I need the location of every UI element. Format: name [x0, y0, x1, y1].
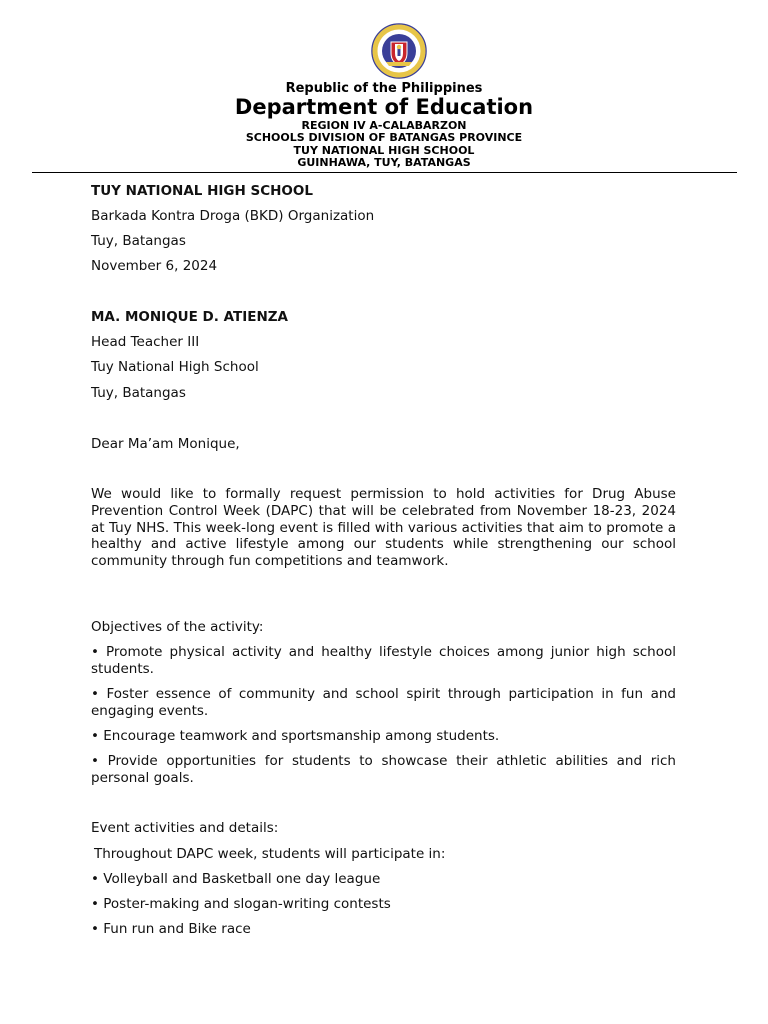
- objective-item: • Encourage teamwork and sportsmanship among students.: [91, 728, 500, 744]
- school-line: TUY NATIONAL HIGH SCHOOL: [293, 144, 475, 157]
- recipient-school: Tuy National High School: [91, 359, 259, 375]
- objectives-heading: Objectives of the activity:: [91, 619, 264, 635]
- recipient-name: MA. MONIQUE D. ATIENZA: [91, 309, 288, 325]
- sender-organization: Barkada Kontra Droga (BKD) Organization: [91, 208, 375, 224]
- sender-school: TUY NATIONAL HIGH SCHOOL: [91, 183, 313, 199]
- salutation: Dear Ma’am Monique,: [91, 436, 240, 452]
- event-item: • Fun run and Bike race: [91, 921, 251, 937]
- department-title: Department of Education: [234, 95, 534, 119]
- sender-location: Tuy, Batangas: [91, 233, 186, 249]
- region-line: REGION IV A-CALABARZON: [301, 119, 467, 132]
- deped-seal-logo: [360, 22, 438, 80]
- objective-item: • Provide opportunities for students to showcase their athletic abilities and rich personal goals.: [91, 753, 676, 786]
- objective-item: • Promote physical activity and healthy lifestyle choices among junior high school students.: [91, 644, 676, 677]
- events-heading: Event activities and details:: [91, 820, 279, 836]
- republic-line: Republic of the Philippines: [285, 81, 483, 96]
- event-item: • Volleyball and Basketball one day league: [91, 871, 381, 887]
- division-line: SCHOOLS DIVISION OF BATANGAS PROVINCE: [245, 131, 523, 144]
- header-divider: [32, 172, 737, 173]
- recipient-position: Head Teacher III: [91, 334, 200, 350]
- event-item: • Poster-making and slogan-writing contests: [91, 896, 391, 912]
- recipient-location: Tuy, Batangas: [91, 385, 186, 401]
- address-line: GUINHAWA, TUY, BATANGAS: [297, 156, 471, 169]
- letter-date: November 6, 2024: [91, 258, 218, 274]
- objective-item: • Foster essence of community and school spirit through participation in fun and engaging events.: [91, 686, 676, 719]
- events-intro: Throughout DAPC week, students will participate in:: [94, 846, 446, 862]
- body-paragraph: We would like to formally request permission to hold activities for Drug Abuse Prevention Control Week (DAPC) that will be celebrated from November 18-23, 2024 at Tuy NHS. This week-long event is filled with various activities that aim to promote a healthy and active lifestyle among our students while strengthening our school community through fun competitions and teamwork.: [91, 486, 676, 570]
